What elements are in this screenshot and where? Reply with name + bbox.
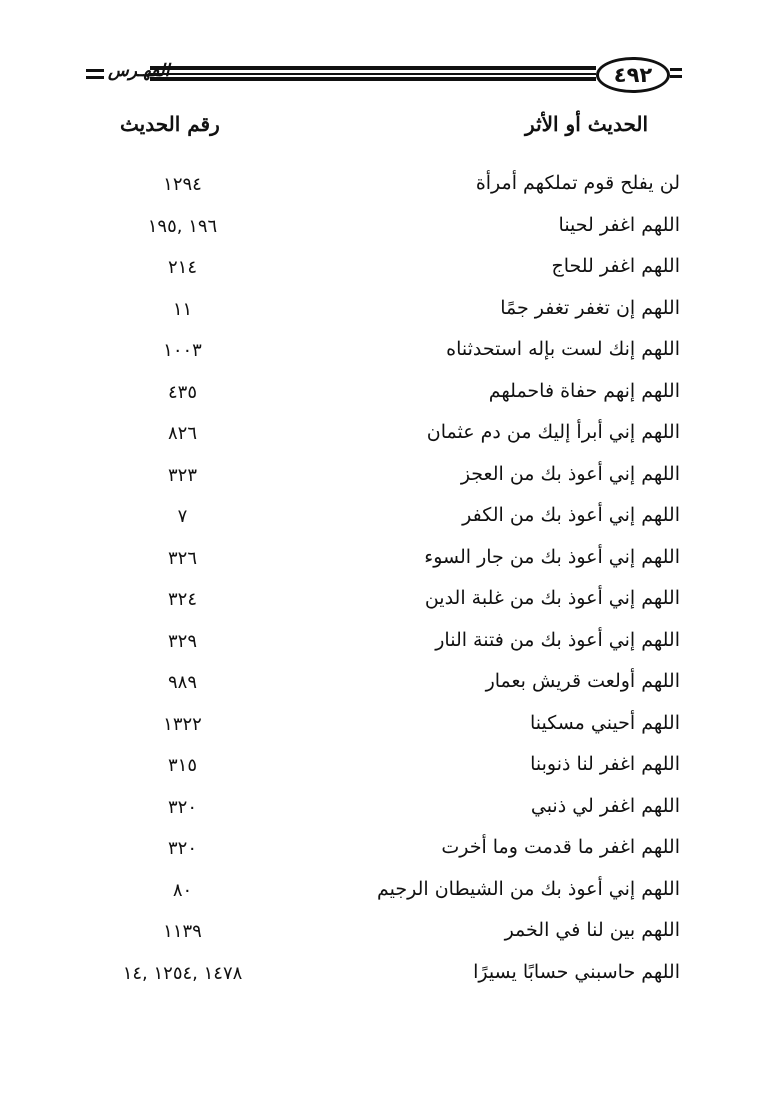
hadith-text: اللهم اغفر للحاج: [551, 255, 680, 277]
header-title: الفهـرس: [108, 61, 170, 81]
hadith-text: اللهم اغفر ما قدمت وما أخرت: [441, 836, 680, 858]
index-row: [0, 666, 772, 708]
index-row: [0, 915, 772, 957]
hadith-text: لن يفلح قوم تملكهم أمرأة: [475, 172, 680, 194]
header-ornament-left: [86, 69, 104, 72]
hadith-number: ٣١٥: [167, 755, 197, 776]
hadith-number: ٣٢٩: [167, 630, 197, 652]
index-row: [0, 376, 772, 418]
hadith-number: ٣٢٣: [167, 464, 197, 486]
hadith-number: ٣٢٠: [167, 838, 197, 859]
index-row: [0, 500, 772, 542]
index-row: [0, 749, 772, 791]
index-row: [0, 874, 772, 916]
hadith-text: اللهم أحيني مسكينا: [529, 711, 680, 734]
hadith-text: اللهم إني أعوذ بك من الشيطان الرجيم: [377, 877, 680, 900]
index-row: [0, 251, 772, 293]
column-heading-number: رقم الحديث: [120, 112, 220, 136]
hadith-text: اللهم إني أعوذ بك من الكفر: [462, 504, 680, 526]
hadith-text: اللهم اغفر لنا ذنوبنا: [530, 753, 680, 775]
hadith-text: اللهم اغفر لحينا: [558, 213, 680, 236]
index-row: [0, 459, 772, 501]
hadith-text: اللهم إني أبرأ إليك من دم عثمان: [426, 421, 680, 443]
hadith-number: ٣٢٦: [167, 547, 197, 569]
hadith-number: ٧: [177, 506, 188, 527]
header-rule: [150, 66, 596, 81]
hadith-text: اللهم إني أعوذ بك من جار السوء: [424, 545, 680, 568]
hadith-text: اللهم أولعت قريش بعمار: [485, 670, 680, 692]
hadith-text: اللهم اغفر لي ذنبي: [530, 794, 680, 817]
page-number: ٤٩٢: [596, 57, 670, 93]
hadith-text: اللهم إنهم حفاة فاحملهم: [488, 379, 680, 402]
column-heading-hadith: الحديث أو الأثر: [525, 112, 648, 136]
index-row: [0, 957, 772, 999]
index-row: [0, 542, 772, 584]
hadith-number: ١٣٢٢: [163, 713, 202, 735]
index-row: [0, 168, 772, 210]
hadith-number: ١٢٩٤: [163, 174, 202, 195]
hadith-text: اللهم إنك لست بإله استحدثناه: [446, 338, 680, 360]
hadith-number: ٩٨٩: [167, 672, 197, 693]
index-row: [0, 210, 772, 252]
hadith-number: ١٠٠٣: [163, 340, 202, 361]
index-row: [0, 583, 772, 625]
hadith-number: ٤٣٥: [167, 381, 197, 403]
hadith-number: ٣٢٠: [167, 796, 197, 818]
index-row: [0, 334, 772, 376]
hadith-text: اللهم إني أعوذ بك من فتنة النار: [435, 628, 680, 651]
hadith-text: اللهم حاسبني حسابًا يسيرًا: [473, 960, 680, 983]
hadith-number: ١٤٧٨ ,١٢٥٤ ,١٤: [122, 962, 243, 984]
hadith-text: اللهم بين لنا في الخمر: [504, 919, 680, 941]
header-ornament-right: [670, 68, 682, 71]
page-header: [82, 55, 682, 95]
index-row: [0, 708, 772, 750]
hadith-number: ٢١٤: [167, 257, 197, 278]
hadith-number: ١١: [172, 298, 193, 320]
hadith-number: ١١٣٩: [163, 921, 202, 942]
index-row: [0, 293, 772, 335]
hadith-number: ٨٢٦: [167, 423, 197, 444]
hadith-text: اللهم إني أعوذ بك من غلبة الدين: [424, 587, 680, 609]
hadith-text: اللهم إني أعوذ بك من العجز: [460, 462, 680, 485]
hadith-number: ١٩٦ ,١٩٥: [147, 215, 218, 237]
index-row: [0, 791, 772, 833]
index-list: [0, 168, 772, 998]
hadith-number: ٨٠: [172, 879, 193, 901]
index-row: [0, 832, 772, 874]
index-row: [0, 417, 772, 459]
index-row: [0, 625, 772, 667]
hadith-text: اللهم إن تغفر تغفر جمًا: [500, 296, 680, 319]
hadith-number: ٣٢٤: [167, 589, 197, 610]
